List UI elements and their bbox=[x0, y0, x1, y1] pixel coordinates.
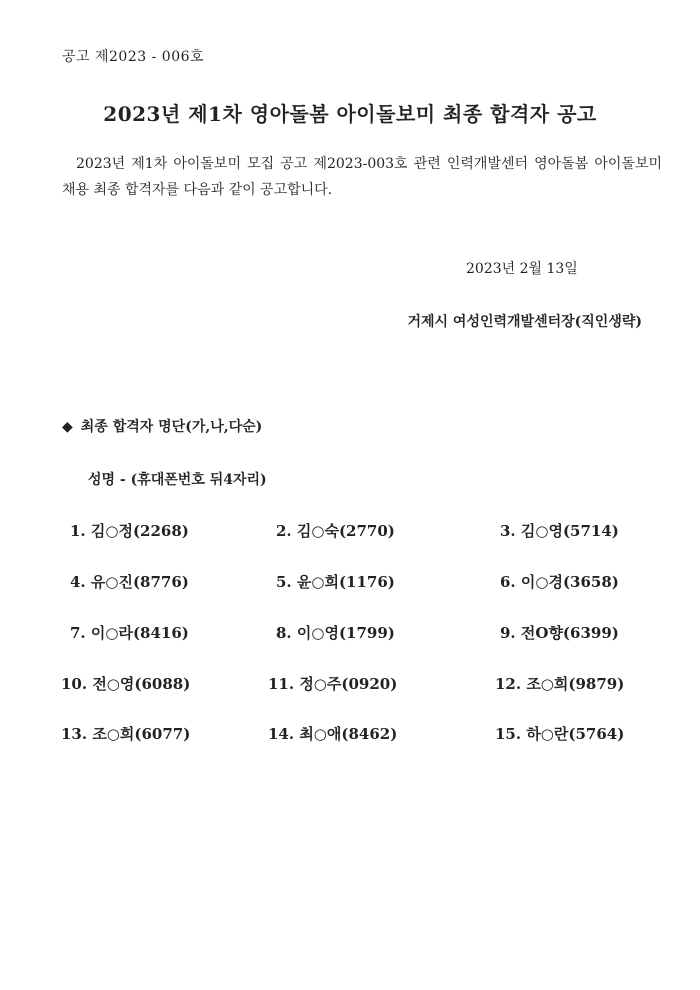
notice-number: 공고 제2023 - 006호 bbox=[62, 49, 205, 65]
diamond-bullet-icon: ◆ bbox=[62, 419, 73, 435]
list-item: 12. 조○희(9879) bbox=[495, 675, 625, 693]
list-item: 5. 윤○희(1176) bbox=[276, 573, 395, 591]
format-note: 성명 - (휴대폰번호 뒤4자리) bbox=[88, 472, 267, 488]
announcement-body: 2023년 제1차 아이돌보미 모집 공고 제2023-003호 관련 인력개발센터 영아돌봄 아이돌보미 채용 최종 합격자를 다음과 같이 공고합니다. bbox=[62, 156, 662, 198]
list-item: 3. 김○영(5714) bbox=[500, 522, 619, 540]
section-heading bbox=[62, 416, 262, 436]
section-heading-text: 최종 합격자 명단(가,나,다순) bbox=[80, 419, 263, 435]
issuer-signature: 거제시 여성인력개발센터장(직인생략) bbox=[407, 314, 642, 330]
list-item: 9. 전O향(6399) bbox=[500, 624, 619, 642]
list-item: 15. 하○란(5764) bbox=[495, 725, 625, 743]
list-item: 10. 전○영(6088) bbox=[61, 675, 191, 693]
list-item: 2. 김○숙(2770) bbox=[276, 522, 395, 540]
list-item: 14. 최○애(8462) bbox=[268, 725, 398, 743]
page-title: 2023년 제1차 영아돌봄 아이돌보미 최종 합격자 공고 bbox=[103, 102, 597, 126]
list-item: 1. 김○정(2268) bbox=[70, 522, 189, 540]
list-item: 7. 이○라(8416) bbox=[70, 624, 189, 642]
list-item: 11. 정○주(0920) bbox=[268, 675, 398, 693]
list-item: 8. 이○영(1799) bbox=[276, 624, 395, 642]
announcement-date: 2023년 2월 13일 bbox=[466, 261, 578, 277]
list-item: 6. 이○경(3658) bbox=[500, 573, 619, 591]
list-item: 4. 유○진(8776) bbox=[70, 573, 189, 591]
list-item: 13. 조○희(6077) bbox=[61, 725, 191, 743]
